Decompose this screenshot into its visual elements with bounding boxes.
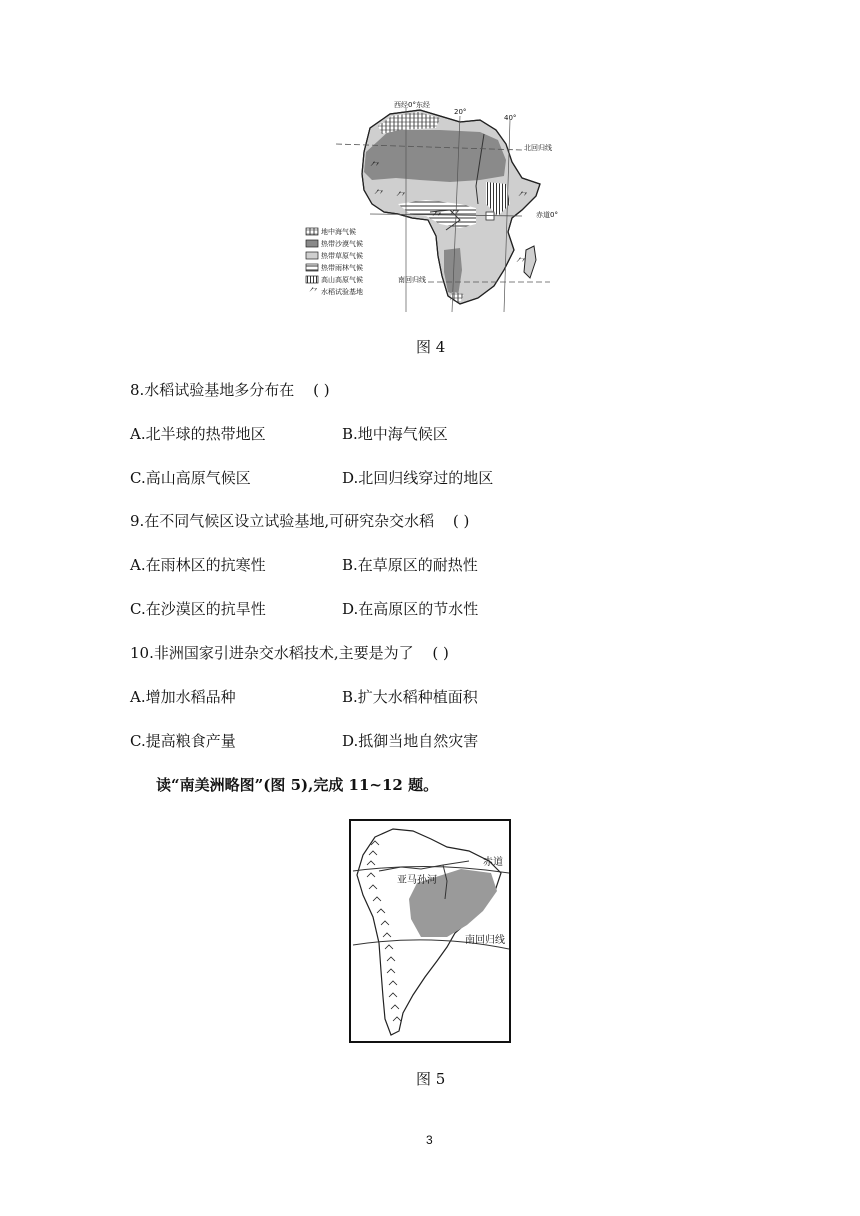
label-20: 20° xyxy=(454,108,467,116)
rainforest-pattern-icon xyxy=(306,264,318,271)
figure-5 xyxy=(349,819,511,1043)
rice-base-marker: ⺈ xyxy=(374,190,384,201)
rice-base-marker-icon: ⺈ xyxy=(309,288,319,298)
svg-text:高山高原气候: 高山高原气候 xyxy=(321,276,363,284)
rice-base-marker: ⺈ xyxy=(396,192,406,203)
option-9b: B.在草原区的耐热性 xyxy=(342,556,478,574)
rice-base-marker: ⺈ xyxy=(516,258,526,269)
label-tropic-north: 北回归线 xyxy=(524,144,552,152)
svg-text:水稻试验基地: 水稻试验基地 xyxy=(321,288,363,296)
option-8a: A.北半球的热带地区 xyxy=(130,425,266,443)
label-equator: 赤道0° xyxy=(536,211,558,219)
option-8c: C.高山高原气候区 xyxy=(130,469,251,487)
answer-bracket: ( ) xyxy=(452,512,470,530)
savanna-fill-icon xyxy=(306,252,318,259)
rice-base-marker: ⺈ xyxy=(432,212,442,223)
label-tropic-south: 南回归线 xyxy=(398,276,426,284)
question-10-stem: 10.非洲国家引进杂交水稻技术,主要是为了 ( ) xyxy=(130,644,449,662)
figure-4-caption: 图 4 xyxy=(416,338,446,356)
mediterranean-pattern-icon xyxy=(306,228,318,235)
figure-4 xyxy=(300,100,562,314)
page-number: 3 xyxy=(426,1133,433,1147)
question-8-stem: 8.水稻试验基地多分布在 ( ) xyxy=(130,381,330,399)
desert-fill-icon xyxy=(306,240,318,247)
answer-bracket: ( ) xyxy=(432,644,449,662)
option-10b: B.扩大水稻种植面积 xyxy=(342,688,478,706)
desert-zone xyxy=(364,130,506,182)
africa-climate-map xyxy=(300,100,562,314)
figure-5-caption: 图 5 xyxy=(416,1070,446,1088)
rice-base-marker: ⺈ xyxy=(450,210,460,221)
svg-text:热带沙漠气候: 热带沙漠气候 xyxy=(321,240,363,248)
option-10a: A.增加水稻品种 xyxy=(130,688,236,706)
south-america-map xyxy=(351,821,509,1041)
option-9c: C.在沙漠区的抗旱性 xyxy=(130,600,266,618)
svg-text:热带草原气候: 热带草原气候 xyxy=(321,252,363,260)
label-40: 40° xyxy=(504,114,517,122)
rice-base-marker: ⺈ xyxy=(370,162,380,173)
instruction-11-12: 读“南美洲略图”(图 5),完成 11~12 题。 xyxy=(156,776,439,794)
label-tropic-south: 南回归线 xyxy=(465,935,505,946)
option-10c: C.提高粮食产量 xyxy=(130,732,236,750)
label-amazon: 亚马孙河 xyxy=(397,875,437,886)
answer-bracket: ( ) xyxy=(313,381,330,399)
option-9d: D.在高原区的节水性 xyxy=(342,600,479,618)
question-9-stem: 9.在不同气候区设立试验基地,可研究杂交水稻 ( ) xyxy=(130,512,470,530)
option-8b: B.地中海气候区 xyxy=(342,425,448,443)
rice-base-marker: ⺈ xyxy=(518,192,528,203)
option-10d: D.抵御当地自然灾害 xyxy=(342,732,479,750)
option-8d: D.北回归线穿过的地区 xyxy=(342,469,494,487)
label-lon: 西经0°东经 xyxy=(394,101,430,109)
label-equator: 赤道 xyxy=(483,857,503,868)
option-9a: A.在雨林区的抗寒性 xyxy=(130,556,266,574)
svg-text:地中海气候: 地中海气候 xyxy=(321,228,356,236)
map-legend xyxy=(306,227,363,298)
svg-text:热带雨林气候: 热带雨林气候 xyxy=(321,264,363,272)
highland-pattern-icon xyxy=(306,276,318,283)
